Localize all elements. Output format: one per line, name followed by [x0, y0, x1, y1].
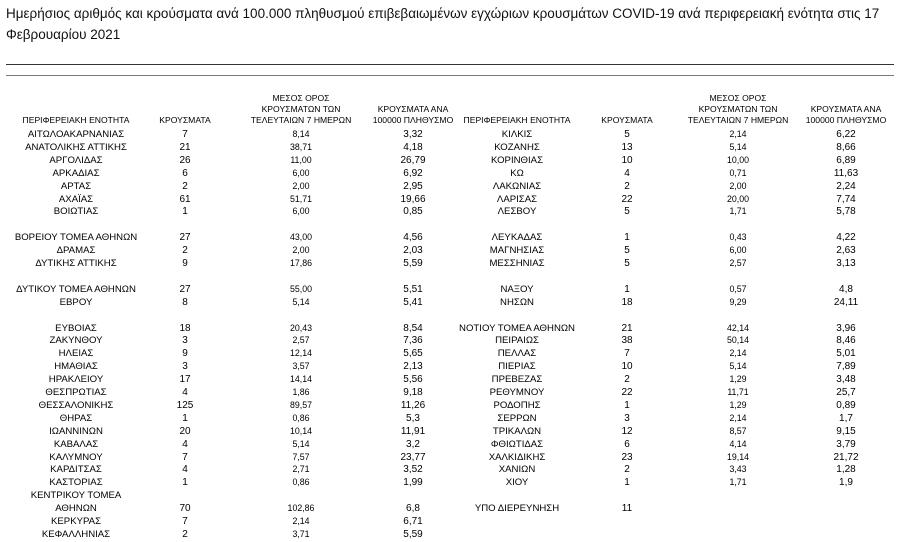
- table-header-line-3: [0, 115, 900, 128]
- right-cases-cell: 1: [624, 232, 630, 244]
- right-unit-name-cell: ΝΟΤΙΟΥ ΤΟΜΕΑ ΑΘΗΝΩΝ: [459, 322, 575, 334]
- table-row: [0, 180, 900, 193]
- left-unit-name-cell: ΔΥΤΙΚΗΣ ΑΤΤΙΚΗΣ: [35, 258, 117, 269]
- left-unit-name-cell: ΘΗΡΑΣ: [59, 412, 93, 424]
- right-cases-cell: 18: [621, 296, 633, 308]
- left-unit-name-cell: ΕΒΡΟΥ: [59, 296, 93, 308]
- top-divider: [6, 64, 894, 65]
- right-per-100k-cell: 6,22: [836, 129, 856, 140]
- per100k-header-right: 100000 ΠΛΗΘΥΣΜΟ: [805, 115, 887, 125]
- per100k-header-right: ΚΡΟΥΣΜΑΤΑ ΑΝΑ: [810, 104, 882, 114]
- right-avg-7-days-cell: 42,14: [726, 322, 750, 333]
- left-unit-name-cell: ΑΡΚΑΔΙΑΣ: [52, 167, 100, 179]
- table-row: [0, 244, 900, 257]
- right-avg-7-days-cell: 3,43: [729, 464, 747, 475]
- right-avg-7-days-cell: 8,57: [729, 425, 747, 436]
- right-cases-cell: 12: [621, 425, 633, 437]
- left-unit-name-cell: ΚΑΡΔΙΤΣΑΣ: [50, 464, 102, 476]
- table-row: [0, 167, 900, 180]
- right-unit-name-cell: ΤΡΙΚΑΛΩΝ: [492, 425, 542, 437]
- left-cases-cell: 27: [179, 283, 191, 295]
- left-avg-7-days-cell: 5,14: [292, 438, 310, 449]
- left-per-100k-cell: 4,56: [403, 232, 423, 244]
- left-avg-7-days-cell: 5,14: [292, 296, 310, 307]
- left-avg-7-days-cell: 38,71: [289, 141, 313, 152]
- left-avg-7-days-cell: 2,57: [292, 335, 310, 346]
- right-cases-cell: 5: [624, 206, 630, 218]
- right-per-100k-cell: 3,13: [836, 258, 856, 269]
- left-avg-7-days-cell: 3,71: [292, 528, 310, 539]
- left-cases-cell: 4: [182, 438, 188, 450]
- per100k-header-left: 100000 ΠΛΗΘΥΣΜΟ: [372, 115, 454, 125]
- right-per-100k-cell: 1,7: [839, 412, 853, 424]
- right-unit-name-cell: ΦΘΙΩΤΙΔΑΣ: [490, 438, 544, 450]
- right-per-100k-cell: 5,01: [836, 348, 856, 360]
- left-unit-name-cell: ΚΕΝΤΡΙΚΟΥ ΤΟΜΕΑ: [30, 490, 122, 502]
- right-unit-name-cell: ΧΑΛΚΙΔΙΚΗΣ: [488, 451, 546, 463]
- right-unit-name-cell: ΚΩ: [510, 167, 524, 179]
- table-row: [0, 257, 900, 270]
- right-avg-7-days-cell: 11,71: [727, 387, 749, 397]
- left-cases-cell: 17: [179, 374, 191, 386]
- avg-header-right: ΤΕΛΕΥΤΑΙΩΝ 7 ΗΜΕΡΩΝ: [687, 115, 789, 125]
- table-row: [0, 451, 900, 464]
- right-unit-name-cell: ΚΟΡΙΝΘΙΑΣ: [490, 154, 544, 166]
- table-row: [0, 528, 900, 541]
- left-cases-cell: 1: [182, 477, 188, 489]
- right-avg-7-days-cell: 1,29: [729, 374, 747, 385]
- left-cases-cell: 70: [179, 503, 191, 515]
- left-unit-name-cell: ΚΕΡΚΥΡΑΣ: [50, 516, 102, 527]
- right-cases-cell: 5: [624, 129, 630, 140]
- left-per-100k-cell: 5,41: [403, 296, 423, 308]
- table-row: [0, 386, 900, 399]
- right-per-100k-cell: 8,66: [836, 141, 856, 153]
- left-unit-name-cell: ΒΟΙΩΤΙΑΣ: [53, 206, 99, 218]
- table-row: [0, 399, 900, 412]
- right-avg-7-days-cell: 2,00: [729, 180, 747, 191]
- right-avg-7-days-cell: 10,00: [726, 154, 750, 165]
- left-cases-cell: 4: [182, 387, 188, 398]
- left-per-100k-cell: 26,79: [400, 154, 426, 166]
- table-row: [0, 360, 900, 373]
- page-title: Ημερήσιος αριθμός και κρούσματα ανά 100.000 πληθυσμού επιβεβαιωμένων εγχώριων κρουσμάτων COVID-19 ανά περιφερειακή ενότητα στις 17 Φεβρουαρίου 2021: [6, 6, 880, 42]
- right-unit-name-cell: ΛΑΚΩΝΙΑΣ: [492, 180, 542, 192]
- left-per-100k-cell: 5,56: [403, 374, 423, 386]
- right-unit-name-cell: ΠΕΙΡΑΙΩΣ: [495, 335, 539, 347]
- table-row: [0, 438, 900, 451]
- left-per-100k-cell: 6,92: [403, 167, 423, 179]
- left-unit-name-cell: ΚΑΒΑΛΑΣ: [53, 438, 99, 450]
- left-unit-name-cell: ΑΝΑΤΟΛΙΚΗΣ ΑΤΤΙΚΗΣ: [25, 141, 127, 153]
- right-cases-cell: 4: [624, 167, 630, 179]
- left-cases-cell: 18: [179, 322, 191, 334]
- right-unit-name-cell: ΡΟΔΟΠΗΣ: [493, 399, 541, 411]
- table-row: [0, 309, 900, 322]
- left-per-100k-cell: 3,52: [403, 464, 423, 476]
- avg-header-left: ΚΡΟΥΣΜΑΤΩΝ ΤΩΝ: [261, 104, 341, 114]
- left-cases-cell: 2: [182, 180, 188, 192]
- avg-header-left: ΤΕΛΕΥΤΑΙΩΝ 7 ΗΜΕΡΩΝ: [250, 115, 352, 125]
- right-avg-7-days-cell: 0,43: [729, 232, 747, 243]
- left-cases-cell: 1: [182, 412, 188, 424]
- left-avg-7-days-cell: 3,57: [292, 361, 310, 372]
- left-per-100k-cell: 8,54: [403, 322, 423, 334]
- left-per-100k-cell: 11,26: [400, 399, 426, 411]
- left-cases-cell: 9: [182, 348, 188, 360]
- per100k-header-left: ΚΡΟΥΣΜΑΤΑ ΑΝΑ: [377, 104, 449, 114]
- left-avg-7-days-cell: 51,71: [289, 193, 313, 204]
- table-row: [0, 193, 900, 206]
- right-cases-cell: 5: [624, 245, 630, 257]
- right-avg-7-days-cell: 2,14: [729, 348, 747, 359]
- right-avg-7-days-cell: 1,71: [729, 206, 747, 217]
- right-unit-name-cell: ΜΕΣΣΗΝΙΑΣ: [489, 258, 545, 269]
- avg-header-right: ΜΕΣΟΣ ΟΡΟΣ: [709, 93, 767, 103]
- table-row: [0, 489, 900, 502]
- right-per-100k-cell: 9,15: [836, 425, 856, 437]
- left-per-100k-cell: 6,71: [403, 516, 423, 527]
- right-avg-7-days-cell: 1,71: [729, 477, 747, 488]
- table-row: [0, 128, 900, 141]
- left-per-100k-cell: 19,66: [400, 193, 426, 205]
- right-cases-cell: 10: [621, 154, 633, 166]
- right-unit-name-cell: ΠΕΛΛΑΣ: [497, 348, 537, 360]
- right-per-100k-cell: 11,63: [833, 167, 859, 179]
- right-unit-name-cell: ΚΟΖΑΝΗΣ: [494, 141, 540, 153]
- cases-header-right: ΚΡΟΥΣΜΑΤΑ: [601, 115, 653, 125]
- left-avg-7-days-cell: 14,14: [289, 374, 313, 385]
- second-divider: [6, 75, 894, 76]
- left-unit-name-cell: ΕΥΒΟΙΑΣ: [55, 322, 97, 334]
- left-avg-7-days-cell: 102,86: [287, 503, 315, 514]
- left-avg-7-days-cell: 1,86: [292, 387, 310, 397]
- right-per-100k-cell: 21,72: [833, 451, 859, 463]
- avg-header-left: ΜΕΣΟΣ ΟΡΟΣ: [272, 93, 330, 103]
- table-row: [0, 334, 900, 347]
- left-unit-name-cell: ΒΟΡΕΙΟΥ ΤΟΜΕΑ ΑΘΗΝΩΝ: [14, 232, 138, 244]
- right-cases-cell: 38: [621, 335, 633, 347]
- left-cases-cell: 3: [182, 335, 188, 347]
- left-cases-cell: 125: [176, 399, 194, 411]
- left-avg-7-days-cell: 2,00: [292, 245, 310, 256]
- right-cases-cell: 1: [624, 477, 630, 489]
- left-avg-7-days-cell: 10,14: [289, 425, 313, 436]
- right-avg-7-days-cell: 2,14: [729, 412, 747, 423]
- left-avg-7-days-cell: 6,00: [292, 167, 310, 178]
- left-unit-name-cell: ΔΥΤΙΚΟΥ ΤΟΜΕΑ ΑΘΗΝΩΝ: [16, 283, 136, 295]
- right-per-100k-cell: 3,79: [836, 438, 856, 450]
- left-unit-name-cell: ΚΑΣΤΟΡΙΑΣ: [49, 477, 103, 489]
- left-per-100k-cell: 11,91: [400, 425, 426, 437]
- right-per-100k-cell: 7,89: [836, 361, 856, 373]
- left-avg-7-days-cell: 2,14: [292, 516, 310, 526]
- right-per-100k-cell: 2,63: [836, 245, 856, 257]
- left-unit-name-cell: ΑΙΤΩΛΟΑΚΑΡΝΑΝΙΑΣ: [27, 129, 125, 140]
- left-cases-cell: 7: [182, 129, 188, 140]
- right-unit-name-cell: ΝΗΣΩΝ: [500, 296, 534, 308]
- right-unit-name-cell: ΧΑΝΙΩΝ: [498, 464, 536, 476]
- table-row: [0, 141, 900, 154]
- left-avg-7-days-cell: 12,14: [289, 348, 313, 359]
- left-per-100k-cell: 5,65: [403, 348, 423, 360]
- left-per-100k-cell: 2,03: [403, 245, 423, 257]
- left-avg-7-days-cell: 55,00: [289, 283, 313, 294]
- left-cases-cell: 2: [182, 245, 188, 257]
- left-avg-7-days-cell: 8,14: [292, 129, 310, 139]
- right-per-100k-cell: 0,89: [836, 399, 856, 411]
- right-avg-7-days-cell: 2,57: [729, 258, 747, 268]
- table-row: [0, 283, 900, 296]
- left-per-100k-cell: 5,59: [403, 528, 423, 540]
- right-cases-cell: 1: [624, 283, 630, 295]
- right-unit-name-cell: ΡΕΘΥΜΝΟΥ: [489, 387, 545, 398]
- left-per-100k-cell: 3,2: [406, 438, 420, 450]
- right-per-100k-cell: 24,11: [833, 296, 859, 308]
- left-avg-7-days-cell: 0,86: [292, 477, 310, 488]
- avg-header-right: ΚΡΟΥΣΜΑΤΩΝ ΤΩΝ: [698, 104, 778, 114]
- left-unit-name-cell: ΚΑΛΥΜΝΟΥ: [49, 451, 103, 463]
- left-per-100k-cell: 2,95: [403, 180, 423, 192]
- table-row: [0, 347, 900, 360]
- left-per-100k-cell: 0,85: [403, 206, 423, 218]
- right-per-100k-cell: 8,46: [836, 335, 856, 347]
- right-cases-cell: 2: [624, 464, 630, 476]
- right-per-100k-cell: 25,7: [836, 387, 856, 398]
- right-avg-7-days-cell: 0,57: [729, 283, 747, 294]
- table-row: [0, 322, 900, 335]
- left-per-100k-cell: 5,3: [406, 412, 420, 424]
- table-row: [0, 270, 900, 283]
- left-avg-7-days-cell: 17,86: [289, 258, 313, 268]
- right-per-100k-cell: 3,48: [836, 374, 856, 386]
- right-per-100k-cell: 4,22: [836, 232, 856, 244]
- right-per-100k-cell: 1,28: [836, 464, 856, 476]
- left-per-100k-cell: 23,77: [400, 451, 426, 463]
- right-per-100k-cell: 3,96: [836, 322, 856, 334]
- left-unit-name-cell: ΚΕΦΑΛΛΗΝΙΑΣ: [41, 528, 111, 540]
- left-unit-name-cell: ΗΛΕΙΑΣ: [58, 348, 94, 360]
- right-avg-7-days-cell: 5,14: [729, 141, 747, 152]
- left-unit-name-cell: ΔΡΑΜΑΣ: [56, 245, 96, 257]
- table-row: [0, 412, 900, 425]
- table-row: [0, 205, 900, 218]
- left-cases-cell: 2: [182, 528, 188, 540]
- right-cases-cell: 22: [621, 387, 633, 398]
- left-unit-name-cell: ΑΘΗΝΩΝ: [55, 503, 97, 515]
- left-per-100k-cell: 1,99: [403, 477, 423, 489]
- right-cases-cell: 13: [621, 141, 633, 153]
- left-cases-cell: 21: [179, 141, 191, 153]
- left-per-100k-cell: 7,36: [403, 335, 423, 347]
- left-cases-cell: 4: [182, 464, 188, 476]
- table-row: [0, 231, 900, 244]
- right-cases-cell: 6: [624, 438, 630, 450]
- left-unit-name-cell: ΑΡΓΟΛΙΔΑΣ: [49, 154, 103, 166]
- left-avg-7-days-cell: 20,43: [289, 322, 313, 333]
- right-avg-7-days-cell: 19,14: [726, 451, 750, 462]
- left-unit-name-cell: ΑΡΤΑΣ: [60, 180, 92, 192]
- cases-header-left: ΚΡΟΥΣΜΑΤΑ: [159, 115, 211, 125]
- right-unit-name-cell: ΚΙΛΚΙΣ: [501, 129, 533, 140]
- right-avg-7-days-cell: 5,14: [729, 361, 747, 372]
- left-avg-7-days-cell: 2,71: [292, 464, 310, 475]
- right-per-100k-cell: 4,8: [839, 283, 853, 295]
- left-per-100k-cell: 4,18: [403, 141, 423, 153]
- right-unit-name-cell: ΛΑΡΙΣΑΣ: [496, 193, 538, 205]
- right-avg-7-days-cell: 20,00: [726, 193, 750, 204]
- right-avg-7-days-cell: 2,14: [729, 129, 747, 139]
- right-per-100k-cell: 1,9: [839, 477, 853, 489]
- right-avg-7-days-cell: 1,29: [729, 399, 747, 410]
- right-cases-cell: 2: [624, 180, 630, 192]
- left-cases-cell: 61: [179, 193, 191, 205]
- left-avg-7-days-cell: 43,00: [289, 232, 313, 243]
- left-cases-cell: 1: [182, 206, 188, 218]
- left-cases-cell: 6: [182, 167, 188, 179]
- table-row: [0, 218, 900, 231]
- right-unit-name-cell: ΝΑΞΟΥ: [500, 283, 534, 295]
- unit-header-right: ΠΕΡΙΦΕΡΕΙΑΚΗ ΕΝΟΤΗΤΑ: [463, 115, 571, 125]
- right-per-100k-cell: 2,24: [836, 180, 856, 192]
- right-unit-name-cell: ΛΕΥΚΑΔΑΣ: [491, 232, 543, 244]
- left-avg-7-days-cell: 7,57: [292, 451, 310, 462]
- left-unit-name-cell: ΘΕΣΣΑΛΟΝΙΚΗΣ: [38, 399, 114, 411]
- left-unit-name-cell: ΙΩΑΝΝΙΝΩΝ: [49, 425, 103, 437]
- left-per-100k-cell: 3,32: [403, 129, 423, 140]
- right-cases-cell: 23: [621, 451, 633, 463]
- table-row: [0, 425, 900, 438]
- left-unit-name-cell: ΗΜΑΘΙΑΣ: [54, 361, 98, 373]
- right-per-100k-cell: 6,89: [836, 154, 856, 166]
- left-per-100k-cell: 9,18: [403, 387, 423, 398]
- right-avg-7-days-cell: 9,29: [729, 296, 747, 307]
- left-per-100k-cell: 5,59: [403, 258, 423, 269]
- left-unit-name-cell: ΗΡΑΚΛΕΙΟΥ: [48, 374, 104, 386]
- right-cases-cell: 21: [621, 322, 633, 334]
- table-row: [0, 476, 900, 489]
- left-cases-cell: 26: [179, 154, 191, 166]
- right-cases-cell: 7: [624, 348, 630, 360]
- left-cases-cell: 20: [179, 425, 191, 437]
- right-unit-name-cell: ΛΕΣΒΟΥ: [497, 206, 537, 218]
- right-cases-cell: 5: [624, 258, 630, 269]
- right-avg-7-days-cell: 0,71: [729, 167, 747, 178]
- left-unit-name-cell: ΑΧΑΪΑΣ: [58, 193, 94, 205]
- left-avg-7-days-cell: 2,00: [292, 180, 310, 191]
- right-per-100k-cell: 5,78: [836, 206, 856, 218]
- table-row: [0, 502, 900, 515]
- right-avg-7-days-cell: 50,14: [726, 335, 750, 346]
- unit-header-left: ΠΕΡΙΦΕΡΕΙΑΚΗ ΕΝΟΤΗΤΑ: [22, 115, 130, 125]
- left-avg-7-days-cell: 0,86: [292, 412, 310, 423]
- table-row: [0, 515, 900, 528]
- left-avg-7-days-cell: 89,57: [289, 399, 313, 410]
- right-cases-cell: 11: [621, 503, 633, 515]
- right-avg-7-days-cell: 4,14: [729, 438, 747, 449]
- left-unit-name-cell: ΖΑΚΥΝΘΟΥ: [49, 335, 103, 347]
- table-row: [0, 296, 900, 309]
- right-unit-name-cell: ΜΑΓΝΗΣΙΑΣ: [489, 245, 545, 257]
- left-per-100k-cell: 5,51: [403, 283, 423, 295]
- left-unit-name-cell: ΘΕΣΠΡΩΤΙΑΣ: [45, 387, 107, 398]
- right-per-100k-cell: 7,74: [836, 193, 856, 205]
- left-avg-7-days-cell: 11,00: [290, 154, 312, 165]
- right-cases-cell: 3: [624, 412, 630, 424]
- right-unit-name-cell: ΠΙΕΡΙΑΣ: [498, 361, 536, 373]
- left-cases-cell: 3: [182, 361, 188, 373]
- right-cases-cell: 2: [624, 374, 630, 386]
- left-cases-cell: 8: [182, 296, 188, 308]
- left-per-100k-cell: 2,13: [403, 361, 423, 373]
- left-cases-cell: 7: [182, 451, 188, 463]
- right-cases-cell: 22: [621, 193, 633, 205]
- right-avg-7-days-cell: 6,00: [729, 245, 747, 256]
- right-cases-cell: 1: [624, 399, 630, 411]
- left-per-100k-cell: 6,8: [406, 503, 420, 515]
- left-cases-cell: 9: [182, 258, 188, 269]
- right-unit-name-cell: ΠΡΕΒΕΖΑΣ: [491, 374, 543, 386]
- table-row: [0, 154, 900, 167]
- left-avg-7-days-cell: 6,00: [292, 206, 310, 217]
- table-row: [0, 463, 900, 476]
- right-cases-cell: 10: [621, 361, 633, 373]
- right-unit-name-cell: ΧΙΟΥ: [505, 477, 529, 489]
- table-row: [0, 373, 900, 386]
- left-cases-cell: 7: [182, 516, 188, 527]
- left-cases-cell: 27: [179, 232, 191, 244]
- right-unit-name-cell: ΣΕΡΡΩΝ: [497, 412, 537, 424]
- right-unit-name-cell: ΥΠΟ ΔΙΕΡΕΥΝΗΣΗ: [474, 503, 560, 515]
